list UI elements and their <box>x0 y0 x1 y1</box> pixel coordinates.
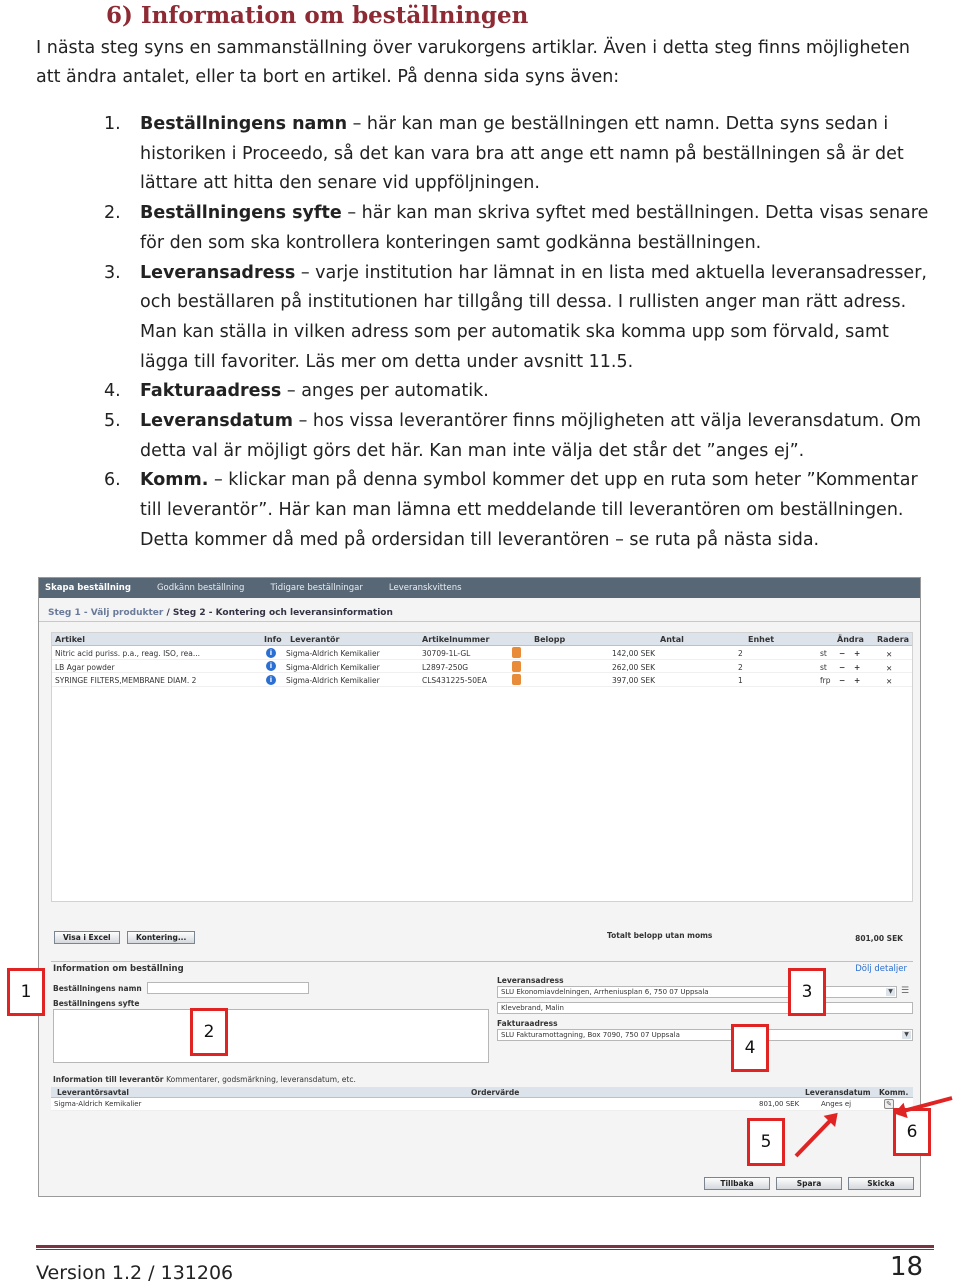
footer-rule-thin <box>36 1249 934 1250</box>
supplier-order-value: 801,00 SEK <box>759 1100 800 1108</box>
list-number: 2. <box>104 203 121 224</box>
send-button[interactable]: Skicka <box>848 1177 914 1190</box>
list-text: – varje institution har lämnat in en lista med aktuella leveransadresser, och beställaren på institutionen har tillgång till dessa. I rullisten anger man rätt adress. Man kan ställa in vilken adress som per automatik ska komma upp som förvald, samt lägga till favoriter. Läs mer om detta under avsnitt 11.5. <box>140 262 927 372</box>
invoice-address-value: SLU Fakturamottagning, Box 7090, 750 07 Uppsala <box>501 1031 680 1039</box>
cell-artikelnummer: L2897-250G <box>422 662 469 672</box>
list-text: – hos vissa leverantörer finns möjligheten att välja leveransdatum. Om detta val är möjligt görs det här. Kan man inte välja det står det ”anges ej”. <box>140 411 922 461</box>
list-number: 5. <box>104 411 121 432</box>
thumb-icon <box>512 674 521 685</box>
step1-link[interactable]: Steg 1 - Välj produkter <box>48 608 164 618</box>
info-icon[interactable]: i <box>266 675 276 685</box>
supplier-info-label <box>53 1075 356 1084</box>
page-number: 18 <box>890 1252 924 1282</box>
callout-5: 5 <box>747 1118 785 1166</box>
delivery-address-value: SLU Ekonomiavdelningen, Arrheniusplan 6, 750 07 Uppsala <box>501 988 709 996</box>
list-text: – här kan man skriva syftet med beställningen. Detta visas senare för den som ska kontrollera konteringen samt godkänna beställningen. <box>140 203 929 253</box>
nav-previous-orders[interactable]: Tidigare beställningar <box>270 583 363 593</box>
section-heading <box>106 2 528 29</box>
list-item <box>104 466 940 555</box>
embedded-screenshot <box>38 577 921 1197</box>
supplier-row <box>51 1098 913 1111</box>
callout-2: 2 <box>190 1008 228 1056</box>
cell-antal[interactable]: 2 <box>738 649 743 658</box>
list-term: Komm. <box>140 470 209 491</box>
col-enhet[interactable]: Enhet <box>748 635 775 644</box>
col-komm: Komm. <box>879 1088 909 1097</box>
cell-enhet: st <box>820 662 827 672</box>
col-ordervarde: Ordervärde <box>471 1088 520 1097</box>
list-item <box>104 110 940 199</box>
col-artikel[interactable]: Artikel <box>55 635 85 644</box>
order-name-input[interactable] <box>147 982 309 994</box>
list-number: 4. <box>104 381 121 402</box>
form-buttons <box>704 1177 914 1190</box>
nav-delivery-receipt[interactable]: Leveranskvittens <box>388 583 462 593</box>
chevron-down-icon[interactable]: ▼ <box>902 1031 911 1039</box>
list-text: – anges per automatik. <box>281 381 489 402</box>
cell-antal[interactable]: 2 <box>738 662 743 672</box>
invoice-address-label: Fakturaadress <box>497 1019 558 1028</box>
footer-rule <box>36 1245 934 1248</box>
step2-current: Steg 2 - Kontering och leveransinformation <box>172 608 393 618</box>
plus-icon[interactable]: + <box>854 649 861 658</box>
table-header <box>52 633 912 646</box>
list-term: Fakturaadress <box>140 381 282 402</box>
plus-icon[interactable]: + <box>854 676 861 685</box>
top-nav <box>39 578 920 598</box>
order-purpose-textarea[interactable] <box>53 1009 489 1063</box>
list-term: Beställningens syfte <box>140 203 342 224</box>
cell-artikel[interactable]: LB Agar powder <box>55 662 115 672</box>
col-leverantor[interactable]: Leverantör <box>290 635 340 644</box>
col-leverantorsavtal: Leverantörsavtal <box>57 1088 130 1097</box>
save-button[interactable]: Spara <box>776 1177 842 1190</box>
col-artikelnummer[interactable]: Artikelnummer <box>422 635 490 644</box>
list-number: 1. <box>104 114 121 134</box>
minus-icon[interactable]: − <box>839 649 846 658</box>
comment-icon[interactable]: ✎ <box>884 1099 894 1109</box>
cell-leverantor: Sigma-Aldrich Kemikalier <box>286 676 380 685</box>
delete-icon[interactable]: ✕ <box>886 650 893 659</box>
breadcrumb <box>39 598 920 622</box>
table-row <box>52 673 912 687</box>
section-number: 6) <box>106 2 133 29</box>
cell-leverantor: Sigma-Aldrich Kemikalier <box>286 649 380 658</box>
version-label: Version 1.2 / 131206 <box>36 1262 234 1284</box>
kontering-button[interactable]: Kontering... <box>127 931 195 944</box>
col-antal[interactable]: Antal <box>660 635 684 644</box>
list-term: Beställningens namn <box>140 114 348 134</box>
cell-artikelnummer: CLS431225-50EA <box>422 676 487 685</box>
cell-leverantor: Sigma-Aldrich Kemikalier <box>286 662 380 672</box>
minus-icon[interactable]: − <box>839 676 846 685</box>
back-button[interactable]: Tillbaka <box>704 1177 770 1190</box>
nav-create-order[interactable]: Skapa beställning <box>45 583 131 593</box>
cart-table <box>51 632 913 902</box>
thumb-icon <box>512 647 521 658</box>
info-icon[interactable]: i <box>266 661 276 671</box>
delete-icon[interactable]: ✕ <box>886 663 893 673</box>
delivery-contact-field[interactable] <box>497 1002 913 1014</box>
cell-belopp: 142,00 SEK <box>612 649 656 658</box>
cell-enhet: frp <box>820 676 831 685</box>
minus-icon[interactable]: − <box>839 662 846 672</box>
cell-artikel[interactable]: SYRINGE FILTERS,MEMBRANE DIAM. 2 <box>55 676 197 685</box>
list-number: 3. <box>104 262 121 283</box>
callout-1: 1 <box>7 968 45 1016</box>
cell-artikelnummer: 30709-1L-GL <box>422 649 471 658</box>
table-row <box>52 660 912 674</box>
list-term: Leveransadress <box>140 262 296 283</box>
supplier-table-header <box>51 1087 913 1098</box>
nav-approve-order[interactable]: Godkänn beställning <box>156 583 245 593</box>
supplier-info-label-text: Information till leverantör <box>53 1075 164 1084</box>
table-toolbar <box>51 930 913 946</box>
supplier-table <box>51 1087 913 1111</box>
col-radera[interactable]: Radera <box>877 635 910 644</box>
col-info[interactable]: Info <box>264 635 282 644</box>
delete-icon[interactable]: ✕ <box>886 677 893 686</box>
delivery-date-value[interactable]: Anges ej <box>821 1100 852 1108</box>
callout-6: 6 <box>893 1108 931 1156</box>
list-item <box>104 199 940 258</box>
table-row <box>52 646 912 660</box>
excel-button[interactable]: Visa i Excel <box>54 931 120 944</box>
col-leveransdatum: Leveransdatum <box>805 1088 871 1097</box>
total-value: 801,00 SEK <box>855 934 903 943</box>
hide-details-link[interactable]: Dölj detaljer <box>855 964 907 974</box>
order-purpose-label: Beställningens syfte <box>53 999 140 1008</box>
cell-artikel[interactable]: Nitric acid puriss. p.a., reag. ISO, rea... <box>55 649 200 658</box>
col-andra[interactable]: Ändra <box>837 635 864 644</box>
col-belopp[interactable]: Belopp <box>534 635 566 644</box>
intro-paragraph: I nästa steg syns en sammanställning över varukorgens artiklar. Även i detta steg finns möjligheten att ändra antalet, eller ta bort en artikel. På denna sida syns även: <box>36 38 910 87</box>
delivery-address-select[interactable] <box>497 986 897 998</box>
cell-belopp: 397,00 SEK <box>612 676 656 685</box>
plus-icon[interactable]: + <box>854 662 861 672</box>
feature-list <box>104 110 940 556</box>
list-item <box>104 259 940 378</box>
order-name-label: Beställningens namn <box>53 984 142 993</box>
info-icon[interactable]: i <box>266 648 276 658</box>
thumb-icon <box>512 661 521 672</box>
delivery-contact-value: Klevebrand, Malin <box>501 1004 564 1012</box>
cell-belopp: 262,00 SEK <box>612 662 656 672</box>
delivery-address-label: Leveransadress <box>497 976 564 985</box>
list-number: 6. <box>104 470 121 491</box>
step-separator: / <box>163 608 173 618</box>
list-item <box>104 407 940 466</box>
list-term: Leveransdatum <box>140 411 294 432</box>
supplier-info-hint: Kommentarer, godsmärkning, leveransdatum, etc. <box>166 1075 356 1084</box>
callout-4: 4 <box>731 1024 769 1072</box>
section-title: Information om beställningen <box>140 2 529 29</box>
list-text: – här kan man ge beställningen ett namn. Detta syns sedan i historiken i Proceedo, så det kan vara bra att ange ett namn på beställningen så är det lättare att hitta den senare vid uppföljningen. <box>140 114 904 194</box>
cell-enhet: st <box>820 649 827 658</box>
supplier-name: Sigma-Aldrich Kemikalier <box>54 1100 142 1108</box>
cell-antal[interactable]: 1 <box>738 676 743 685</box>
menu-icon[interactable]: ☰ <box>901 986 910 996</box>
invoice-address-select[interactable] <box>497 1029 913 1041</box>
list-item <box>104 377 940 407</box>
callout-3: 3 <box>788 968 826 1016</box>
chevron-down-icon[interactable]: ▼ <box>886 988 895 996</box>
total-label: Totalt belopp utan moms <box>607 931 713 940</box>
order-info-title: Information om beställning <box>53 964 184 974</box>
list-text: – klickar man på denna symbol kommer det upp en ruta som heter ”Kommentar till leverantör”. Här kan man lämna ett meddelande till leverantören om beställningen. Detta kommer då med på ordersidan till leverantören – se ruta på nästa sida. <box>140 470 918 550</box>
